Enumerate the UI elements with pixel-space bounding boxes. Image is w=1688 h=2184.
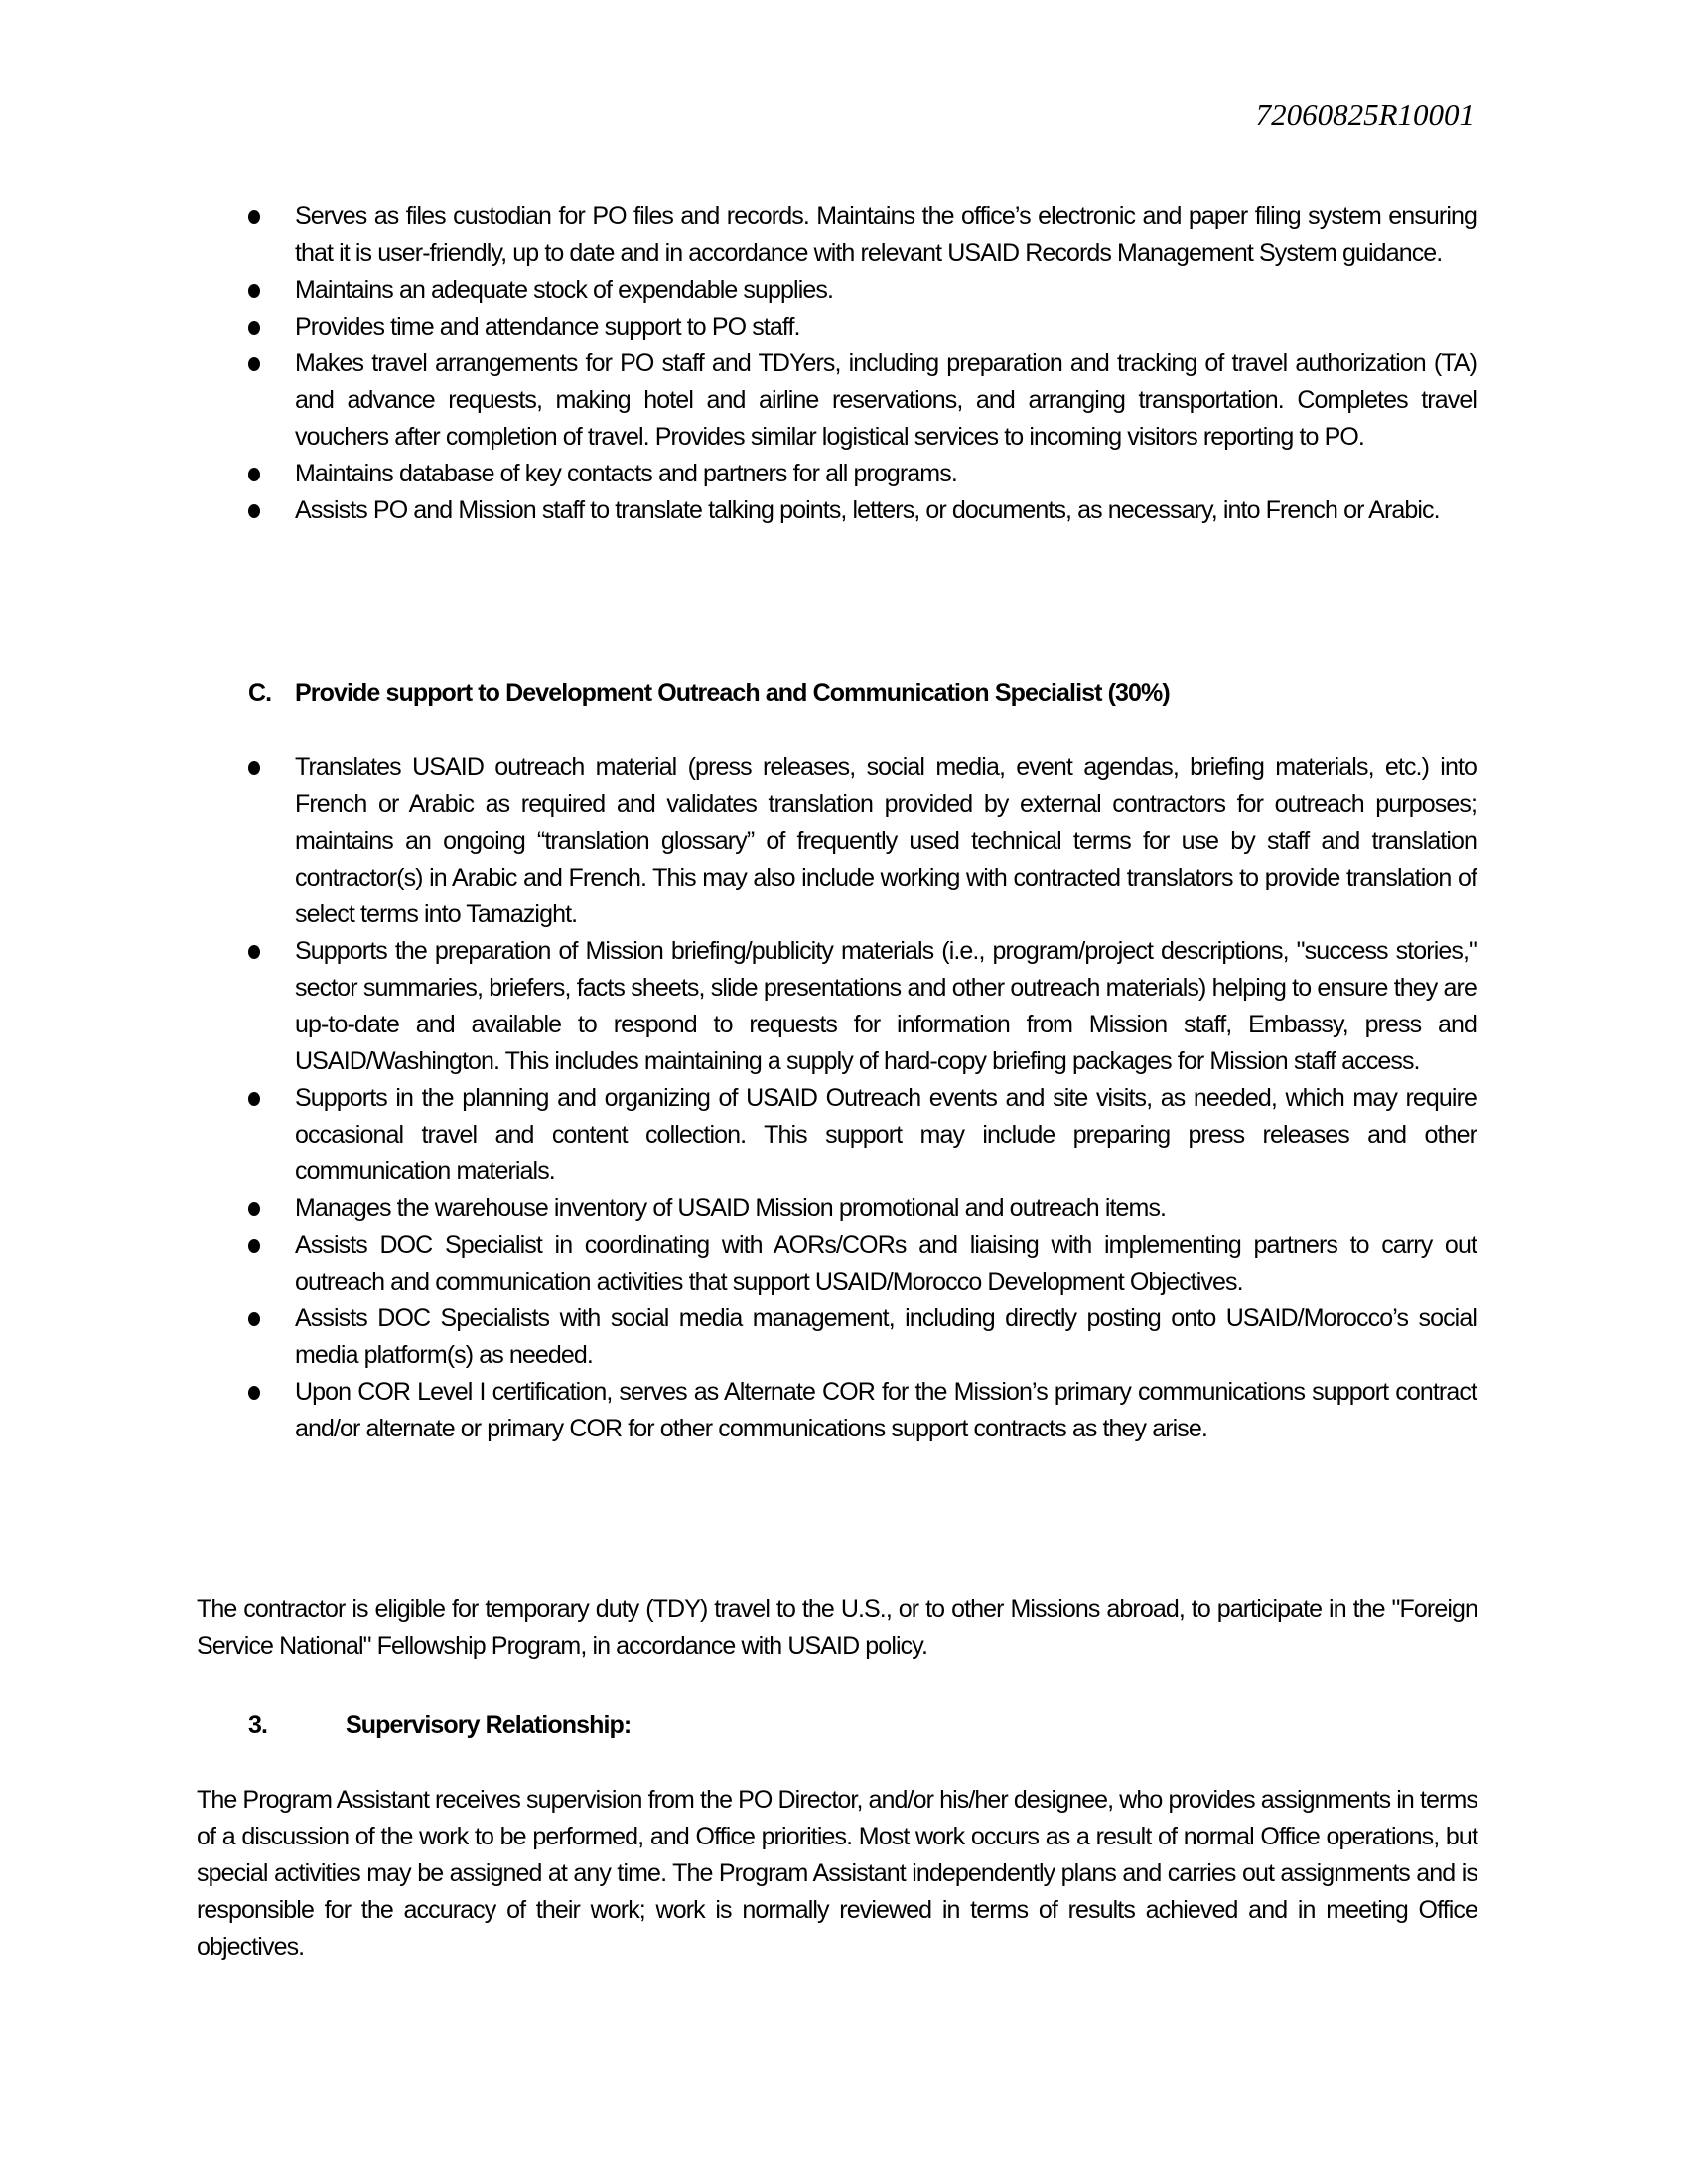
- list-item: Maintains an adequate stock of expendable supplies.: [248, 272, 1477, 309]
- bullet-icon: [248, 210, 260, 224]
- bullet-icon: [248, 1092, 260, 1106]
- section-3-heading: [248, 1707, 631, 1744]
- list-item: Provides time and attendance support to PO staff.: [248, 309, 1477, 345]
- bullet-icon: [248, 1239, 260, 1253]
- list-item: Manages the warehouse inventory of USAID Mission promotional and outreach items.: [248, 1190, 1477, 1227]
- bullet-icon: [248, 1202, 260, 1216]
- supervisory-paragraph: The Program Assistant receives supervision from the PO Director, and/or his/her designee, who provides assignments in terms of a discussion of the work to be performed, and Office priorities. Most work occurs as a result of normal Office operations, but special activities may be assigned at any time. The Program Assistant independently plans and carries out assignments and is responsible for the accuracy of their work; work is normally reviewed in terms of results achieved and in meeting Office objectives.: [197, 1786, 1477, 1961]
- bullet-icon: [248, 1312, 260, 1326]
- list-item: Maintains database of key contacts and partners for all programs.: [248, 456, 1477, 492]
- list-item: Supports the preparation of Mission briefing/publicity materials (i.e., program/project descriptions, "success stories," sector summaries, briefers, facts sheets, slide presentations and other outreach materials) helping to ensure they are up-to-date and available to respond to requests for information from Mission staff, Embassy, press and USAID/Washington. This includes maintaining a supply of hard-copy briefing packages for Mission staff access.: [248, 933, 1477, 1080]
- section-c-heading: [248, 675, 1170, 712]
- list-item: Assists DOC Specialists with social media management, including directly posting onto USAID/Morocco’s social media platform(s) as needed.: [248, 1300, 1477, 1374]
- section-c-title: Provide support to Development Outreach and Communication Specialist (30%): [295, 679, 1170, 707]
- section-b-bullet-list: [248, 199, 1477, 529]
- list-item: Translates USAID outreach material (press releases, social media, event agendas, briefing materials, etc.) into French or Arabic as required and validates translation provided by external contractors for outreach purposes; maintains an ongoing “translation glossary” of frequently used technical terms for use by staff and translation contractor(s) in Arabic and French. This may also include working with contracted translators to provide translation of select terms into Tamazight.: [248, 750, 1477, 933]
- list-item: Supports in the planning and organizing of USAID Outreach events and site visits, as needed, which may require occasional travel and content collection. This support may include preparing press releases and other communication materials.: [248, 1080, 1477, 1190]
- bullet-icon: [248, 357, 260, 371]
- bullet-icon: [248, 468, 260, 481]
- bullet-icon: [248, 504, 260, 518]
- list-item: Assists PO and Mission staff to translate talking points, letters, or documents, as necessary, into French or Arabic.: [248, 492, 1477, 529]
- section-c-bullet-list: [248, 750, 1477, 1447]
- list-item: Assists DOC Specialist in coordinating with AORs/CORs and liaising with implementing partners to carry out outreach and communication activities that support USAID/Morocco Development Objectives.: [248, 1227, 1477, 1300]
- bullet-icon: [248, 321, 260, 335]
- tdy-paragraph: The contractor is eligible for temporary duty (TDY) travel to the U.S., or to other Missions abroad, to participate in the "Foreign Service National" Fellowship Program, in accordance with USAID policy.: [197, 1595, 1477, 1660]
- bullet-icon: [248, 1386, 260, 1400]
- bullet-icon: [248, 761, 260, 775]
- bullet-icon: [248, 284, 260, 298]
- list-item: Makes travel arrangements for PO staff and TDYers, including preparation and tracking of travel authorization (TA) and advance requests, making hotel and airline reservations, and arranging transportation. Completes travel vouchers after completion of travel. Provides similar logistical services to incoming visitors reporting to PO.: [248, 345, 1477, 456]
- section-3-title: Supervisory Relationship:: [346, 1711, 632, 1739]
- bullet-icon: [248, 945, 260, 959]
- section-3-number: 3.: [248, 1711, 268, 1739]
- section-c-letter: C.: [248, 679, 272, 707]
- list-item: Upon COR Level I certification, serves as Alternate COR for the Mission’s primary communications support contract and/or alternate or primary COR for other communications support contracts as they arise.: [248, 1374, 1477, 1447]
- document-id: 72060825R10001: [1255, 97, 1475, 132]
- list-item: Serves as files custodian for PO files and records. Maintains the office’s electronic and paper filing system ensuring that it is user-friendly, up to date and in accordance with relevant USAID Records Management System guidance.: [248, 199, 1477, 272]
